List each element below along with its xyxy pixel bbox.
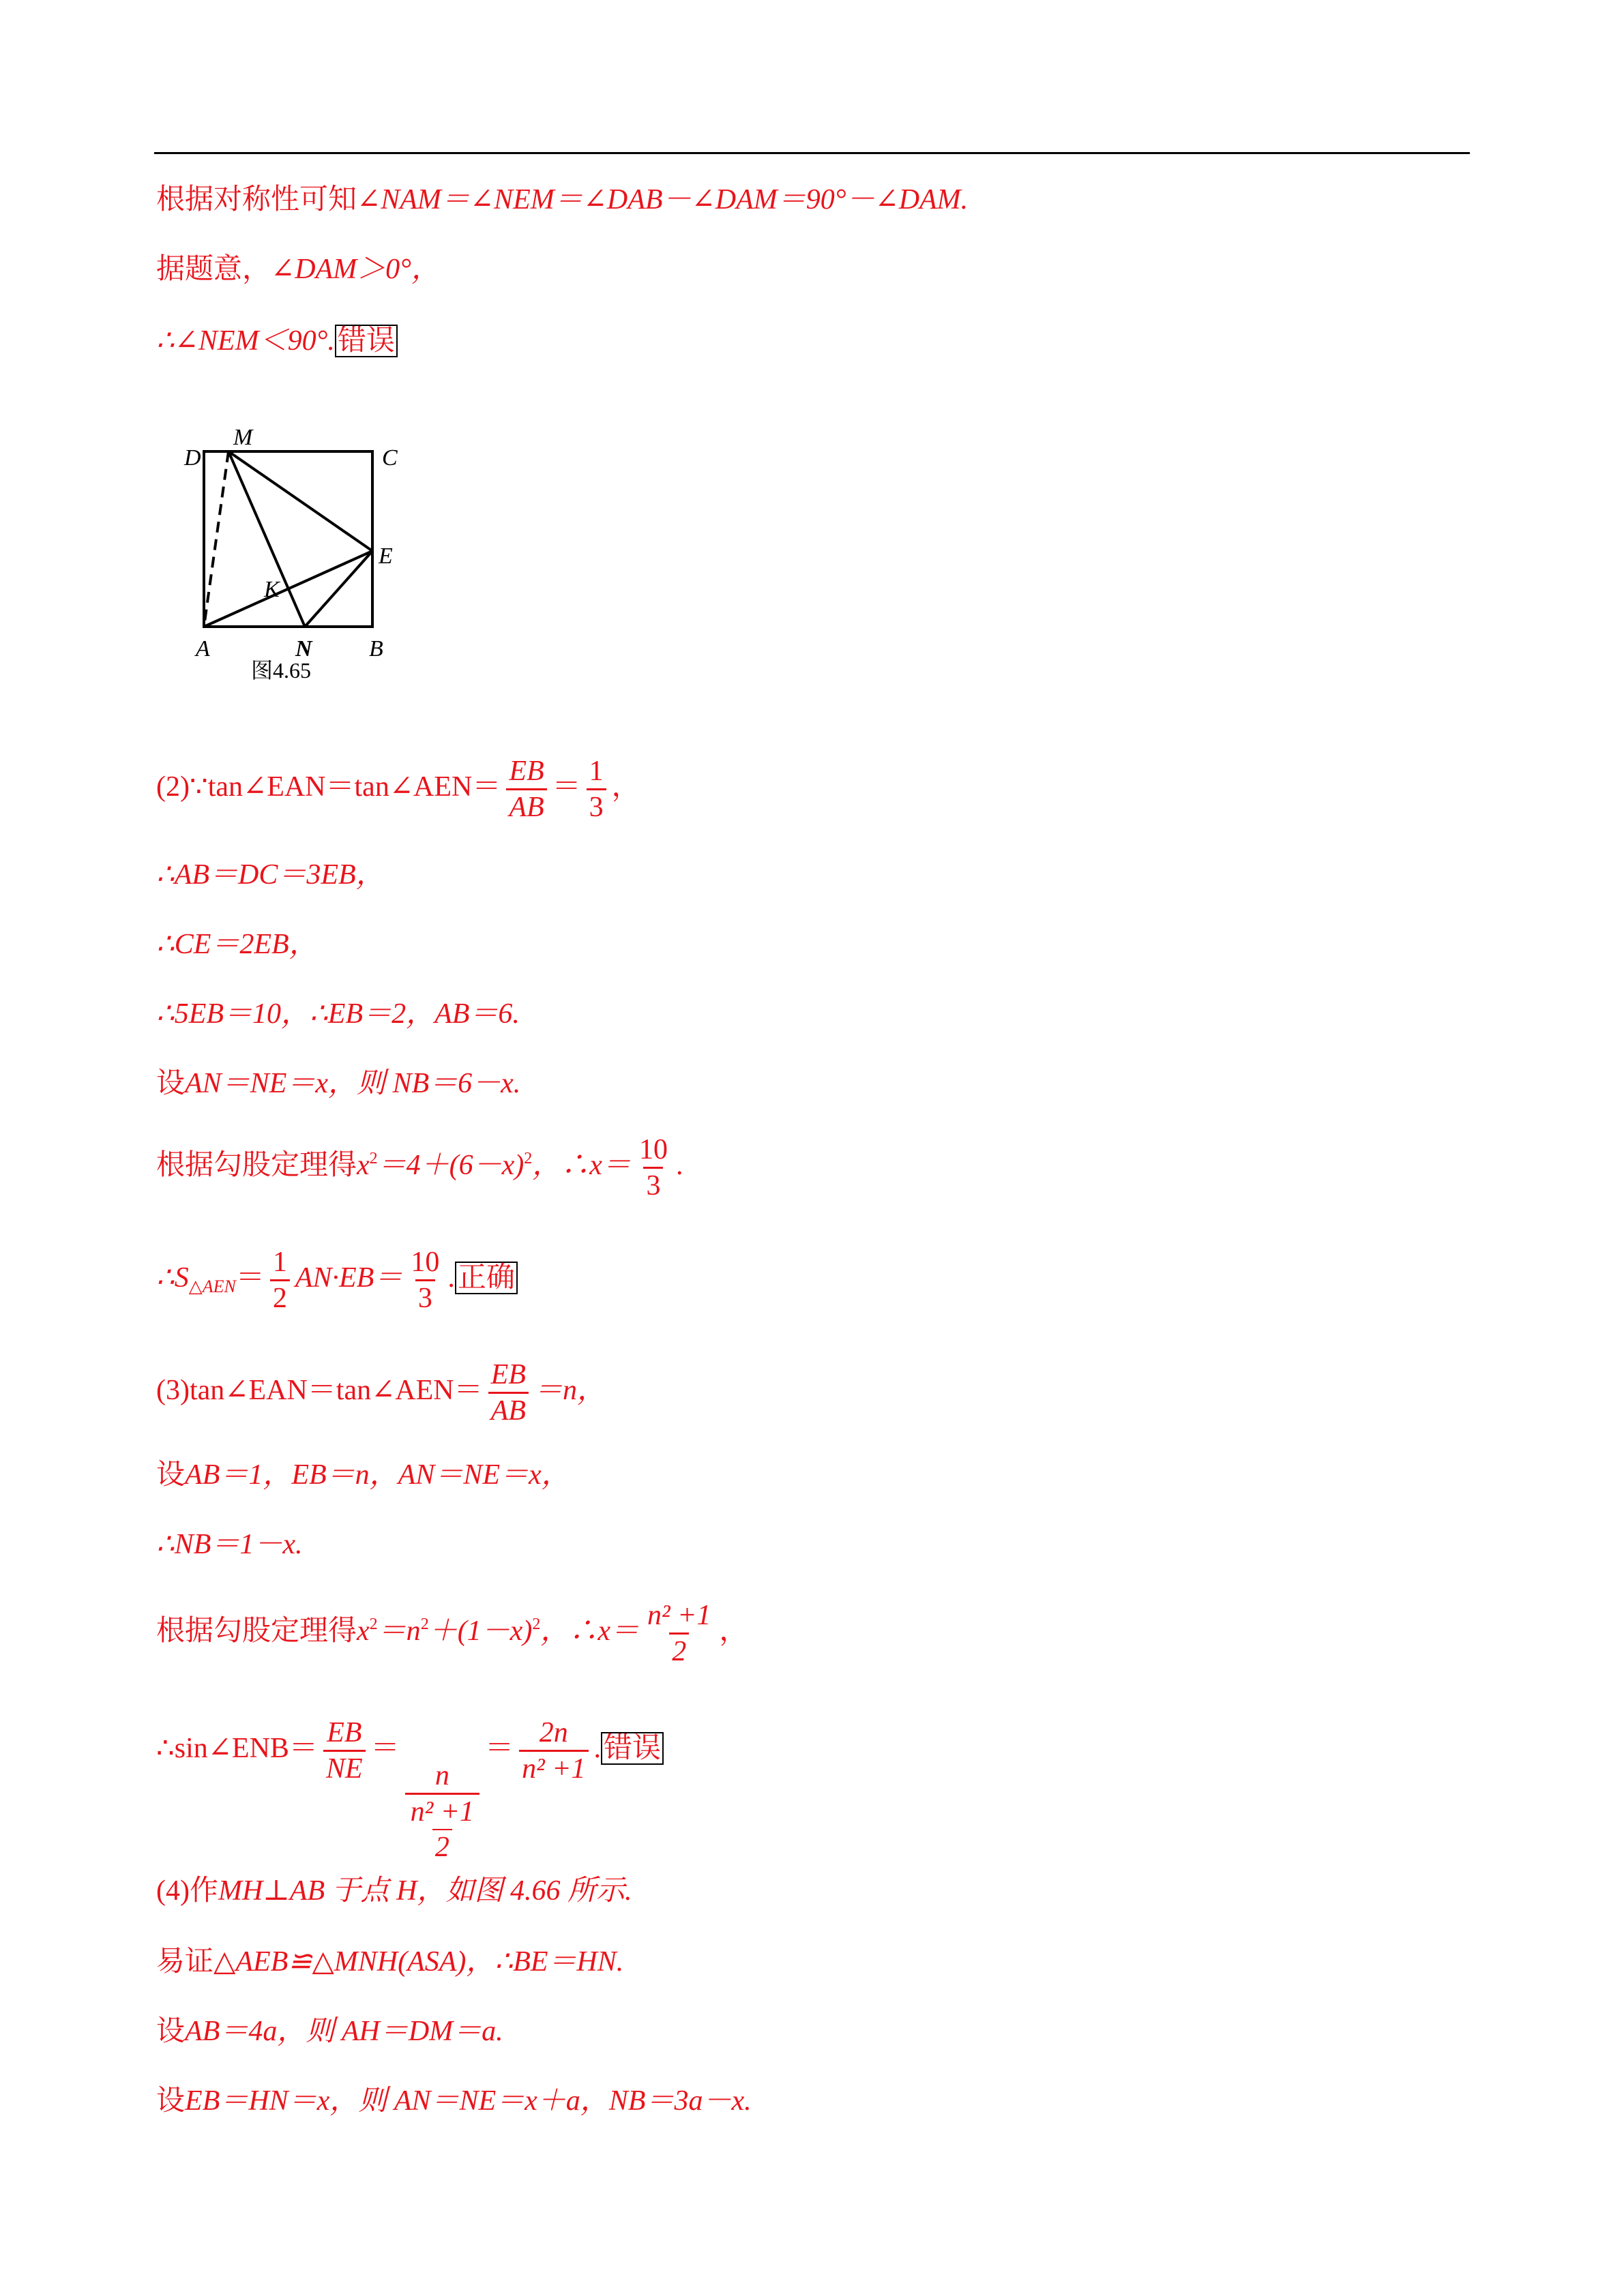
math-expression: ∠NAM＝∠NEM＝∠DAB－∠DAM＝90°－∠DAM.	[357, 184, 969, 215]
verdict-badge-correct: 正确	[455, 1262, 518, 1294]
text-prefix: 根据勾股定理得	[156, 1615, 357, 1648]
math-expression: ∴AB＝DC＝3EB，	[156, 859, 385, 891]
math-expression: AB＝1，EB＝n，AN＝NE＝x，	[185, 1459, 570, 1491]
text-prefix: (2)∵tan∠EAN＝tan∠AEN＝	[156, 771, 501, 803]
math-expression: ∴5EB＝10，∴EB＝2，AB＝6.	[156, 998, 520, 1030]
math-expression: △AEB≌△MNH(ASA)，∴BE＝HN.	[213, 1946, 624, 1978]
segment-am-dashed	[204, 451, 228, 627]
text-prefix: 设	[156, 2016, 186, 2047]
math-part: AN·EB＝	[295, 1262, 403, 1294]
text-prefix: 据题意，	[156, 254, 271, 285]
geometry-diagram	[171, 416, 416, 661]
fraction-one-third: $\frac{1}{3}$	[587, 757, 606, 822]
subscript: △AEN	[188, 1277, 236, 1297]
math-expression: AN＝NE＝x，则 NB＝6－x.	[185, 1068, 521, 1099]
solution-line-part2-let	[156, 1069, 520, 1098]
solution-line-conclusion-1	[156, 325, 398, 357]
fraction-eb-ab: $\frac{EB}{AB}$	[488, 1360, 529, 1425]
fraction-n2plus1-over-2: $\frac{\text{n² +1}}{2}$	[647, 1600, 711, 1667]
math-expression: AB＝4a，则 AH＝DM＝a.	[185, 2016, 503, 2047]
punctuation: ，	[719, 1615, 748, 1648]
segment-ae	[204, 551, 372, 627]
punctuation: .	[593, 1733, 602, 1765]
text-prefix: (3)tan∠EAN＝tan∠AEN＝	[156, 1375, 483, 1407]
text-prefix: 设	[156, 1068, 186, 1099]
figure-caption: 图4.65	[251, 658, 312, 683]
text-prefix: (4)作	[156, 1875, 218, 1907]
punctuation: ，	[611, 771, 640, 803]
math-expression: ∴∠NEM＜90°.	[156, 325, 335, 357]
square-abcd	[204, 451, 372, 627]
exponent: 2	[369, 1150, 378, 1168]
label-b: B	[369, 636, 383, 661]
solution-line-part3-nb	[156, 1530, 303, 1559]
solution-line-part2-ce	[156, 930, 318, 959]
exponent: 2	[420, 1615, 429, 1634]
fraction-eb-ne: $\frac{EB}{NE}$	[323, 1718, 366, 1783]
math-expression: ∴NB＝1－x.	[156, 1529, 303, 1560]
math-expression: MH⊥AB 于点 H，如图 4.66 所示.	[218, 1875, 632, 1907]
math-part: x	[357, 1150, 370, 1182]
math-part: ＝n	[377, 1615, 421, 1648]
verdict-badge-wrong: 错误	[601, 1732, 664, 1765]
segment-ne	[305, 551, 372, 627]
math-part: ＝4＋(6－x)	[377, 1150, 525, 1182]
text-prefix: 根据勾股定理得	[156, 1150, 357, 1182]
header-rule	[154, 152, 1470, 154]
solution-line-part2-pythagoras	[156, 1135, 683, 1200]
fraction-one-half: $\frac{1}{2}$	[270, 1248, 290, 1313]
equals-sign: ＝	[552, 771, 581, 803]
label-c: C	[382, 445, 398, 471]
solution-line-part2-area	[156, 1248, 518, 1313]
exponent: 2	[532, 1615, 541, 1634]
math-part: ，∴x＝	[540, 1615, 639, 1648]
label-n: N	[295, 636, 312, 661]
verdict-badge-wrong: 错误	[335, 325, 398, 357]
text-prefix: 易证	[156, 1946, 214, 1978]
text-prefix: 设	[156, 2085, 186, 2117]
solution-line-part3-pythagoras	[156, 1601, 748, 1666]
solution-line-part4-congruent	[156, 1948, 623, 1976]
solution-line-part4-let-ab	[156, 2017, 503, 2046]
solution-line-part2-eb	[156, 1000, 520, 1028]
solution-line-part2-tan	[156, 757, 640, 822]
math-expression: ∴CE＝2EB，	[156, 929, 318, 960]
fraction-2n-over-n2plus1: $\frac{2n}{\text{n² +1}}$	[519, 1718, 588, 1783]
equals-sign: ＝	[370, 1733, 400, 1765]
punctuation: .	[447, 1262, 455, 1294]
math-expression: ∠DAM＞0°，	[271, 254, 440, 285]
fraction-eb-ab: $\frac{EB}{AB}$	[506, 757, 546, 822]
fraction-ten-thirds: $\frac{10}{3}$	[411, 1247, 440, 1314]
label-a: A	[196, 636, 210, 661]
math-part: ＋(1－x)	[428, 1615, 533, 1648]
fraction-ten-thirds: $\frac{10}{3}$	[638, 1134, 668, 1202]
math-part: ＝n，	[533, 1375, 606, 1407]
math-part: ，∴x＝	[532, 1150, 631, 1182]
text-prefix: 根据对称性可知	[156, 184, 357, 215]
equals-sign: ＝	[235, 1262, 265, 1294]
nested-denominator: $\frac{\text{n² +1}}{2}$	[405, 1793, 479, 1862]
label-e: E	[379, 543, 393, 569]
figure-4-65	[171, 416, 416, 689]
text-prefix: 设	[156, 1459, 186, 1491]
solution-line-part3-let	[156, 1461, 570, 1489]
solution-line-symmetry	[156, 185, 968, 214]
solution-line-condition	[156, 255, 440, 284]
fraction-complex: $\frac{n}{\frac{\text{n² +1}}{2}}$	[405, 1761, 479, 1862]
solution-line-part4-construct	[156, 1877, 632, 1905]
solution-line-part2-ab	[156, 861, 385, 889]
solution-line-part3-sin	[156, 1718, 664, 1862]
math-part: ∴S	[156, 1262, 189, 1294]
text-prefix: ∴sin∠ENB＝	[156, 1733, 318, 1765]
label-m: M	[233, 425, 253, 450]
equals-sign: ＝	[485, 1733, 514, 1765]
exponent: 2	[369, 1615, 378, 1634]
exponent: 2	[524, 1150, 533, 1168]
math-expression: EB＝HN＝x，则 AN＝NE＝x＋a，NB＝3a－x.	[185, 2085, 752, 2117]
label-k: K	[264, 577, 280, 602]
solution-line-part4-let-eb	[156, 2087, 752, 2115]
punctuation: .	[675, 1150, 683, 1182]
solution-line-part3-tan	[156, 1360, 606, 1425]
math-part: x	[357, 1615, 370, 1648]
label-d: D	[184, 445, 201, 471]
